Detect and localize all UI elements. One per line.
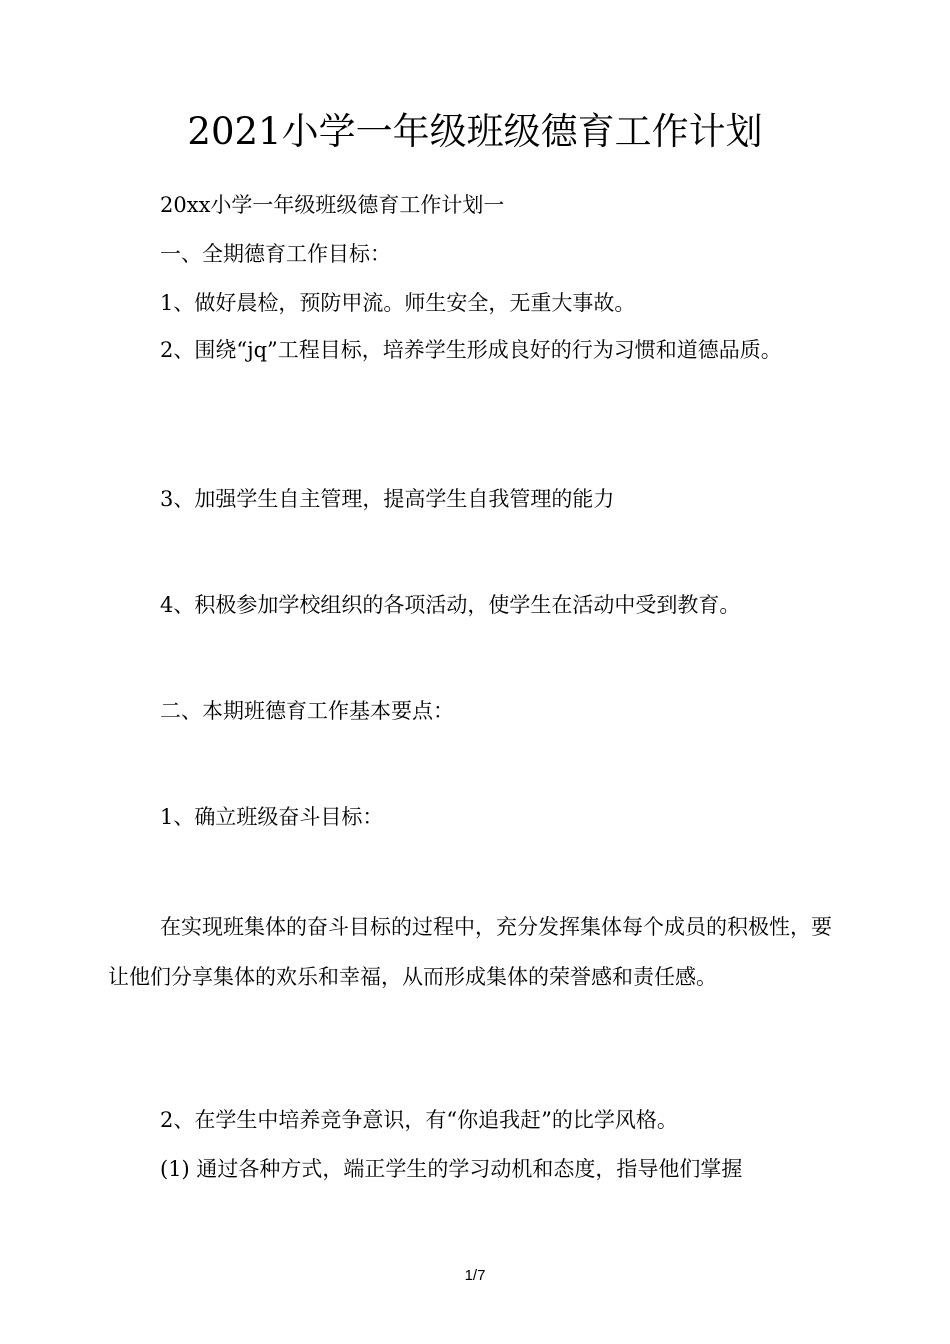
paragraph-item-1: 1、做好晨检，预防甲流。师生安全，无重大事故。 <box>160 291 636 315</box>
page-number: 1/7 <box>464 1267 486 1284</box>
paragraph-subtitle: 20xx小学一年级班级德育工作计划一 <box>160 193 505 217</box>
document-title: 2021小学一年级班级德育工作计划 <box>187 110 763 153</box>
paragraph-section-two: 二、本期班德育工作基本要点： <box>160 699 454 723</box>
paragraph-goal: 1、确立班级奋斗目标： <box>160 805 384 829</box>
paragraph-item-4: 4、积极参加学校组织的各项活动，使学生在活动中受到教育。 <box>160 593 741 617</box>
paragraph-item-3: 3、加强学生自主管理，提高学生自我管理的能力 <box>160 487 615 511</box>
paragraph-item-2: 2、围绕“jq”工程目标，培养学生形成良好的行为习惯和道德品质。 <box>160 338 782 362</box>
paragraph-competition-sub-1: (1) 通过各种方式，端正学生的学习动机和态度，指导他们掌握 <box>160 1157 743 1181</box>
paragraph-competition: 2、在学生中培养竞争意识，有“你追我赶”的比学风格。 <box>160 1108 678 1132</box>
paragraph-goal-detail: 在实现班集体的奋斗目标的过程中，充分发挥集体每个成员的积极性，要让他们分享集体的欢乐和幸福，从而形成集体的荣誉感和责任感。 <box>108 915 832 989</box>
paragraph-section-one: 一、全期德育工作目标： <box>160 242 391 266</box>
